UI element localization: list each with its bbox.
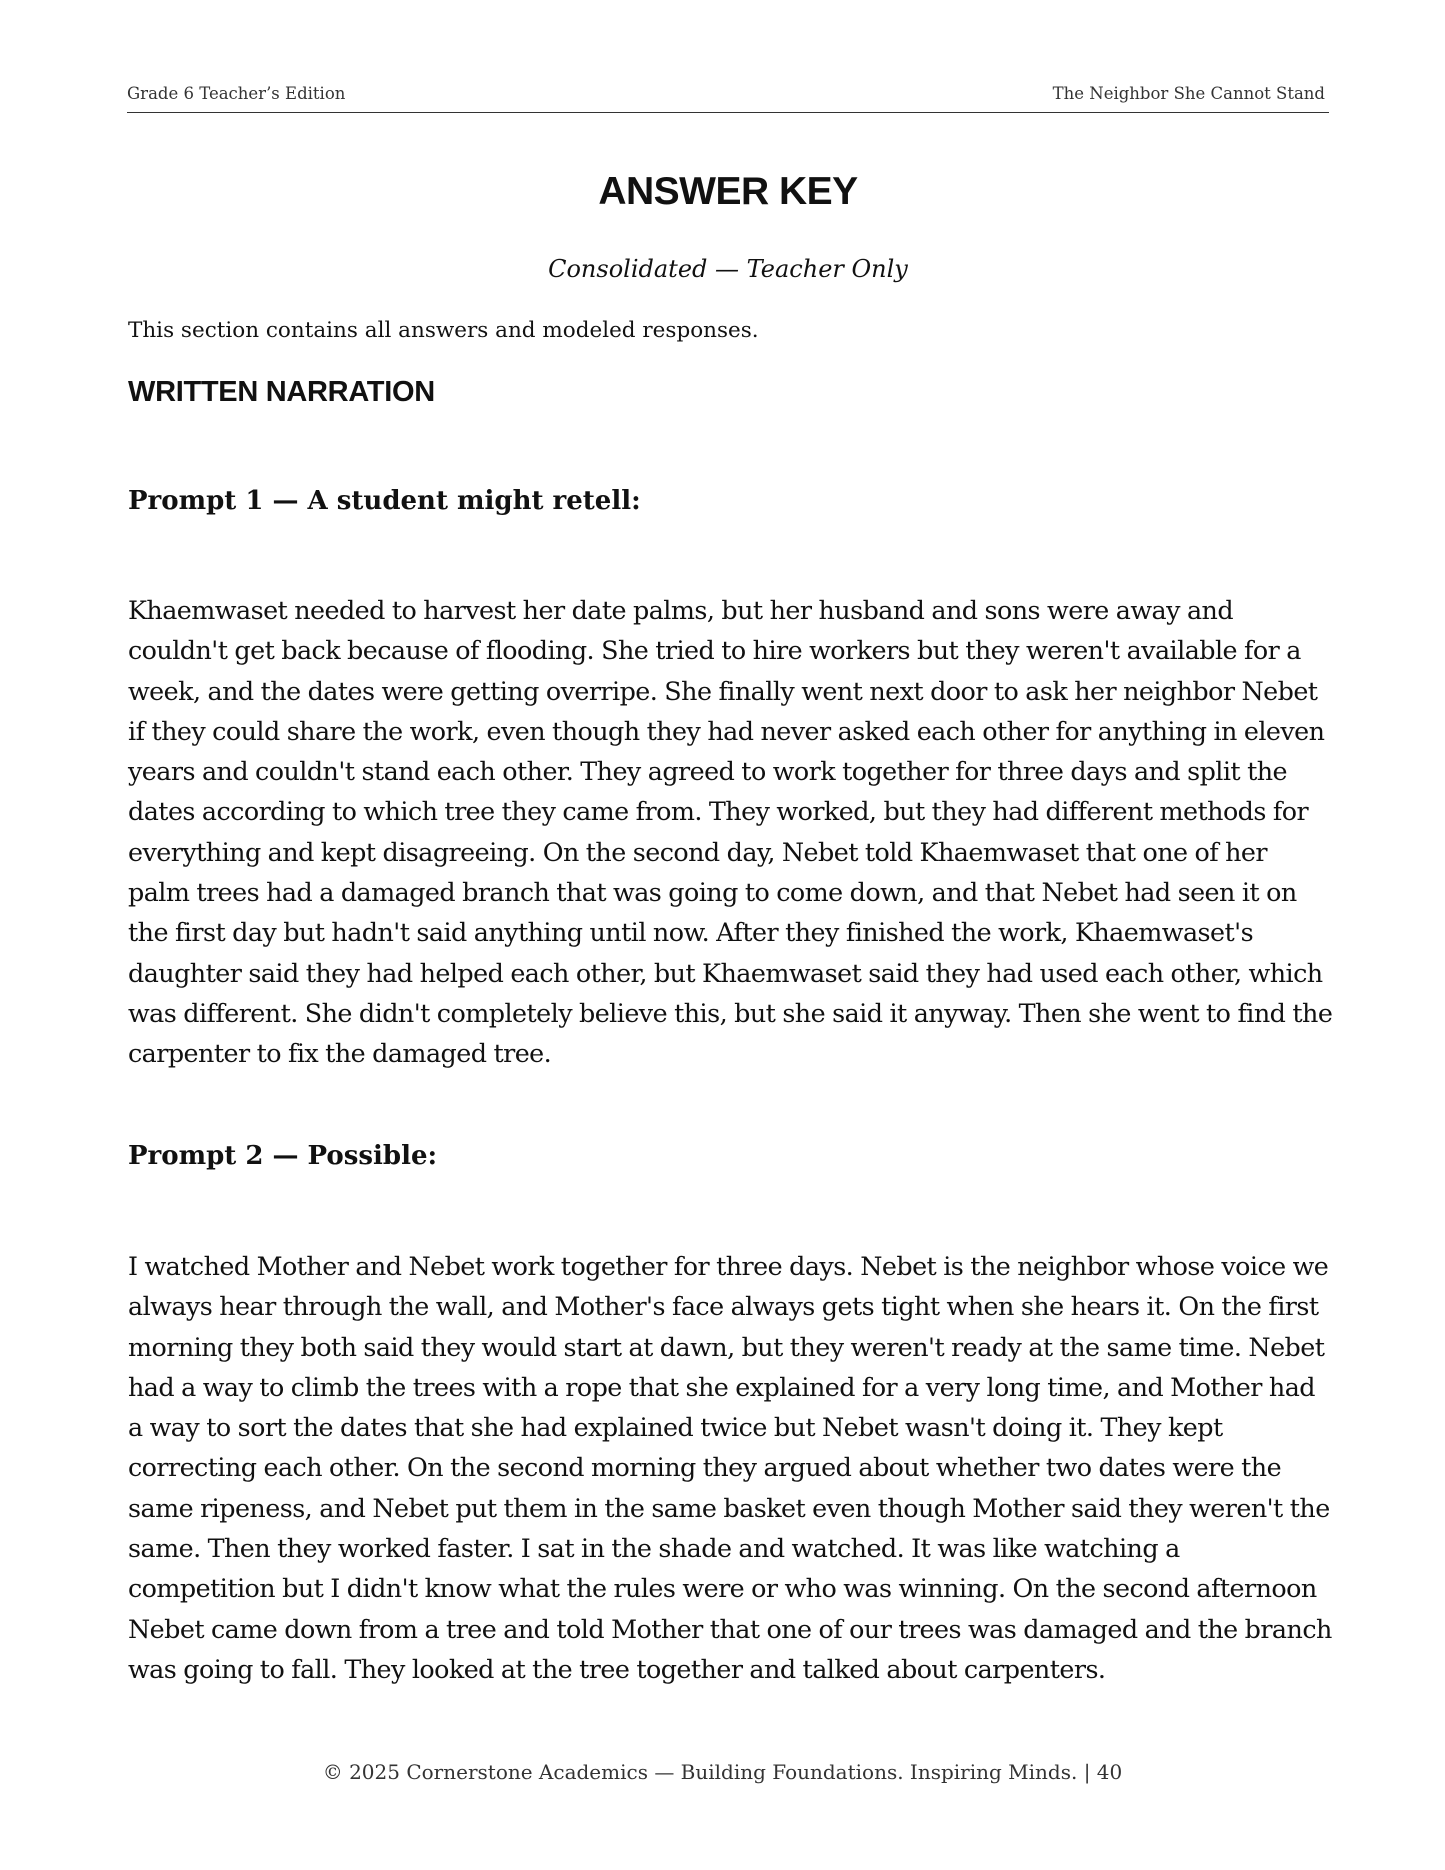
prompt-2-label: Prompt 2 — Possible: [128, 1141, 438, 1171]
page-subtitle: Consolidated — Teacher Only [548, 255, 908, 283]
section-heading: WRITTEN NARRATION [128, 376, 435, 408]
header-story-title: The Neighbor She Cannot Stand [1052, 84, 1325, 103]
prompt-2-response: I watched Mother and Nebet work together for three days. Nebet is the neighbor whose voice we always hear through the wall, and Mother's face always gets tight when she hears it. On the first morning they both said they would start at dawn, but they weren't ready at the same time. Nebet had a way to climb the trees with a rope that she explained for a very long time, and Mother had a way to sort the dates that she had explained twice but Nebet wasn't doing it. They kept correcting each other. On the second morning they argued about whether two dates were the same ripeness, and Nebet put them in the same basket even though Mother said they weren't the same. Then they worked faster. I sat in the shade and watched. It was like watching a competition but I didn't know what the rules were or who was winning. On the second afternoon Nebet came down from a tree and told Mother that one of our trees was damaged and the branch was going to fall. They looked at the tree together and talked about carpenters. [128, 1251, 1332, 1684]
prompt-1-label: Prompt 1 — A student might retell: [128, 486, 641, 516]
page-header [127, 84, 1329, 113]
header-course-label: Grade 6 Teacher’s Edition [127, 84, 346, 103]
page-title: ANSWER KEY [598, 170, 858, 213]
page-footer: © 2025 Cornerstone Academics — Building Foundations. Inspiring Minds. | 40 [322, 1760, 1123, 1784]
prompt-1-response: Khaemwaset needed to harvest her date palms, but her husband and sons were away and couldn't get back because of flooding. She tried to hire workers but they weren't available for a week, and the dates were getting overripe. She finally went next door to ask her neighbor Nebet if they could share the work, even though they had never asked each other for anything in eleven years and couldn't stand each other. They agreed to work together for three days and split the dates according to which tree they came from. They worked, but they had different methods for everything and kept disagreeing. On the second day, Nebet told Khaemwaset that one of her palm trees had a damaged branch that was going to come down, and that Nebet had seen it on the first day but hadn't said anything until now. After they finished the work, Khaemwaset's daughter said they had helped each other, but Khaemwaset said they had used each other, which was different. She didn't completely believe this, but she said it anyway. Then she went to find the carpenter to fix the damaged tree. [128, 595, 1333, 1069]
intro-text: This section contains all answers and modeled responses. [128, 318, 759, 343]
